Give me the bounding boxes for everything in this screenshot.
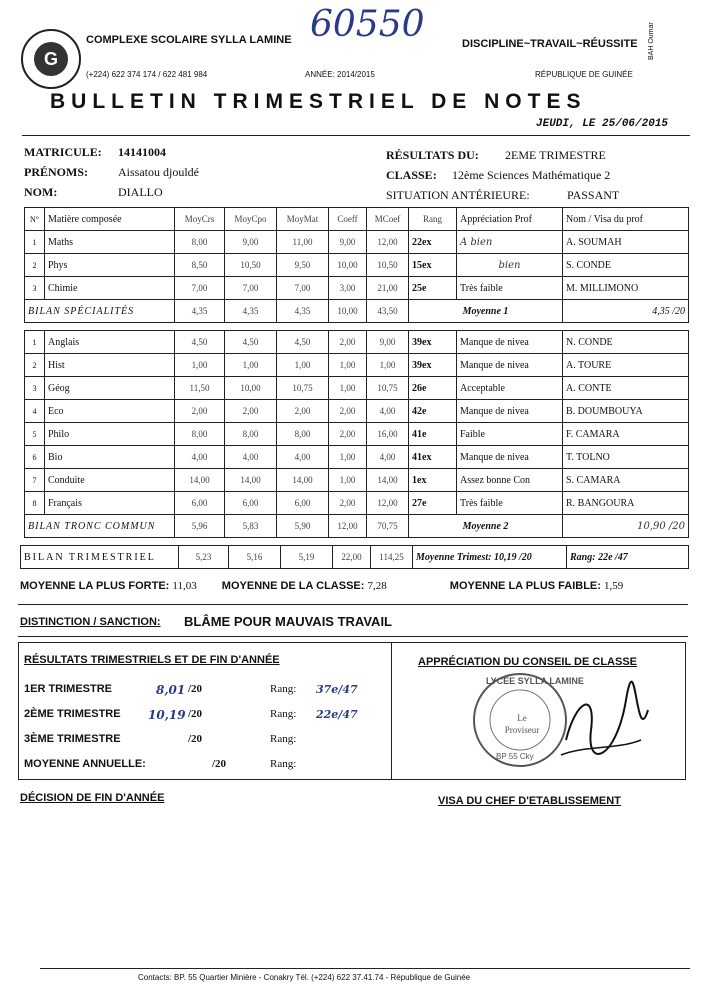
- subject-name: Français: [45, 492, 175, 515]
- moyenne-classe-label: MOYENNE DE LA CLASSE:: [221, 580, 365, 592]
- moymat-cell: 1,00: [277, 354, 329, 377]
- handwritten-number: 60550: [310, 4, 425, 45]
- subject-name: Conduite: [45, 469, 175, 492]
- page-title: BULLETIN TRIMESTRIEL DE NOTES: [50, 90, 587, 113]
- rang-trimest-value: 22e /47: [598, 551, 628, 563]
- moyenne-trimest: [413, 546, 567, 569]
- moycrs-cell: 4,00: [175, 446, 225, 469]
- moycpo-cell: 6,00: [225, 492, 277, 515]
- result-row-4: [24, 758, 374, 776]
- rank-cell: 39ex: [409, 331, 457, 354]
- mcoef-cell: 16,00: [367, 423, 409, 446]
- nom-label: NOM:: [24, 185, 58, 199]
- moymat-cell: 11,00: [277, 231, 329, 254]
- moymat-cell: 10,75: [277, 377, 329, 400]
- appreciation-cell: Manque de nivea: [457, 331, 563, 354]
- teacher-cell: A. CONTE: [563, 377, 689, 400]
- mcoef-cell: 12,00: [367, 492, 409, 515]
- moycpo-cell: 10,50: [225, 254, 277, 277]
- moycrs-cell: 8,00: [175, 231, 225, 254]
- appreciation-cell: Faible: [457, 423, 563, 446]
- moyenne-faible-value: 1,59: [604, 580, 624, 592]
- classe-label: CLASSE:: [386, 168, 437, 182]
- moyenne-forte-value: 11,03: [172, 580, 197, 592]
- grades-table-specialites: [24, 207, 689, 323]
- moycpo-cell: 2,00: [225, 400, 277, 423]
- moymat-cell: 4,50: [277, 331, 329, 354]
- moycpo-cell: 10,00: [225, 377, 277, 400]
- situation-value: PASSANT: [567, 188, 620, 202]
- moycpo-cell: 7,00: [225, 277, 277, 300]
- mcoef-cell: 21,00: [367, 277, 409, 300]
- moycrs-cell: 5,23: [179, 546, 229, 569]
- signature: [556, 680, 656, 770]
- moyenne-value: 4,35 /20: [563, 300, 689, 323]
- rang-trimest: [567, 546, 689, 569]
- result-rang: 37e/47: [316, 683, 358, 696]
- rank-cell: 41ex: [409, 446, 457, 469]
- result-label: 1ER TRIMESTRE: [24, 683, 113, 695]
- result-rang-label: Rang:: [270, 758, 297, 770]
- result-rang: 22e/47: [316, 708, 358, 721]
- rank-cell: 26e: [409, 377, 457, 400]
- moycpo-cell: 4,00: [225, 446, 277, 469]
- moyenne-trimest-label: Moyenne Trimest:: [416, 551, 492, 563]
- table-row: [25, 354, 689, 377]
- rang-trimest-label: Rang:: [570, 551, 596, 563]
- title-rule: [22, 135, 690, 136]
- bilan-trimestriel-row: [21, 546, 689, 569]
- header-matiere: Matière composée: [45, 208, 175, 231]
- moyenne-faible-label: MOYENNE LA PLUS FAIBLE:: [449, 580, 601, 592]
- result-label: 3ÈME TRIMESTRE: [24, 733, 121, 745]
- school-logo: [20, 28, 82, 90]
- moycrs-cell: 7,00: [175, 277, 225, 300]
- visa-label: VISA DU CHEF D'ETABLISSEMENT: [438, 795, 621, 807]
- moycpo-cell: 14,00: [225, 469, 277, 492]
- mcoef-cell: 4,00: [367, 446, 409, 469]
- country-name: RÉPUBLIQUE DE GUINÉE: [535, 70, 633, 79]
- table-row: [25, 331, 689, 354]
- row-number: 6: [25, 446, 45, 469]
- coeff-cell: 2,00: [329, 423, 367, 446]
- result-suffix: /20: [212, 758, 227, 770]
- moycrs-cell: 2,00: [175, 400, 225, 423]
- coeff-cell: 2,00: [329, 492, 367, 515]
- mcoef-cell: 70,75: [367, 515, 409, 538]
- results-title: RÉSULTATS TRIMESTRIELS ET DE FIN D'ANNÉE: [24, 654, 280, 666]
- coeff-cell: 1,00: [329, 469, 367, 492]
- rank-cell: 41e: [409, 423, 457, 446]
- table-header-row: [25, 208, 689, 231]
- table-row: [25, 446, 689, 469]
- appreciation-cell: Manque de nivea: [457, 400, 563, 423]
- svg-text:G: G: [43, 49, 59, 69]
- stamp-text: LYCÉE SYLLA LAMINE: [486, 676, 584, 686]
- stamp-bottom: BP 55 Cky: [496, 752, 534, 761]
- row-number: 1: [25, 231, 45, 254]
- bilan-label: BILAN TRIMESTRIEL: [21, 546, 179, 569]
- subject-name: Géog: [45, 377, 175, 400]
- moycpo-cell: 8,00: [225, 423, 277, 446]
- moymat-cell: 4,35: [277, 300, 329, 323]
- bilan-label: BILAN SPÉCIALITÉS: [25, 300, 175, 323]
- result-label: 2ÈME TRIMESTRE: [24, 708, 121, 720]
- subject-name: Maths: [45, 231, 175, 254]
- moycrs-cell: 1,00: [175, 354, 225, 377]
- mcoef-cell: 4,00: [367, 400, 409, 423]
- decision-label: DÉCISION DE FIN D'ANNÉE: [20, 792, 165, 804]
- result-row-1: [24, 683, 374, 701]
- subject-name: Phys: [45, 254, 175, 277]
- document-date: JEUDI, LE 25/06/2015: [536, 118, 669, 130]
- coeff-cell: 2,00: [329, 400, 367, 423]
- bilan-specialites-row: [25, 300, 689, 323]
- teacher-cell: R. BANGOURA: [563, 492, 689, 515]
- mcoef-cell: 9,00: [367, 331, 409, 354]
- moycrs-cell: 5,96: [175, 515, 225, 538]
- school-motto: DISCIPLINE~TRAVAIL~RÉUSSITE: [462, 38, 638, 50]
- coeff-cell: 12,00: [329, 515, 367, 538]
- header-coeff: Coeff: [329, 208, 367, 231]
- row-number: 4: [25, 400, 45, 423]
- moymat-cell: 14,00: [277, 469, 329, 492]
- moycrs-cell: 6,00: [175, 492, 225, 515]
- result-suffix: /20: [188, 708, 203, 720]
- moycpo-cell: 1,00: [225, 354, 277, 377]
- rank-cell: 42e: [409, 400, 457, 423]
- rank-cell: 27e: [409, 492, 457, 515]
- stamp-center: Le Proviseur: [504, 713, 540, 735]
- distinction-label: DISTINCTION / SANCTION:: [20, 616, 161, 628]
- coeff-cell: 9,00: [329, 231, 367, 254]
- mcoef-cell: 14,00: [367, 469, 409, 492]
- coeff-cell: 22,00: [333, 546, 371, 569]
- moymat-cell: 5,19: [281, 546, 333, 569]
- appreciation-cell: Très faible: [457, 492, 563, 515]
- appreciation-cell: A bien: [457, 231, 563, 254]
- result-row-2: [24, 708, 374, 726]
- teacher-cell: F. CAMARA: [563, 423, 689, 446]
- moymat-cell: 4,00: [277, 446, 329, 469]
- conseil-title: APPRÉCIATION DU CONSEIL DE CLASSE: [418, 656, 638, 668]
- result-label: MOYENNE ANNUELLE:: [24, 758, 146, 770]
- distinction-value: BLÂME POUR MAUVAIS TRAVAIL: [184, 614, 392, 629]
- coeff-cell: 1,00: [329, 354, 367, 377]
- moyenne-label: Moyenne 1: [409, 300, 563, 323]
- matricule-label: MATRICULE:: [24, 145, 102, 159]
- rank-cell: 1ex: [409, 469, 457, 492]
- moyenne-forte-label: MOYENNE LA PLUS FORTE:: [20, 580, 170, 592]
- moycrs-cell: 14,00: [175, 469, 225, 492]
- resultats-value: 2EME TRIMESTRE: [505, 148, 606, 162]
- result-rang-label: Rang:: [270, 708, 297, 720]
- table-row: [25, 423, 689, 446]
- teacher-cell: A. SOUMAH: [563, 231, 689, 254]
- moyenne-value: 10,90 /20: [563, 515, 689, 538]
- rank-cell: 22ex: [409, 231, 457, 254]
- coeff-cell: 3,00: [329, 277, 367, 300]
- mcoef-cell: 43,50: [367, 300, 409, 323]
- moyenne-label: Moyenne 2: [409, 515, 563, 538]
- school-year: ANNÉE: 2014/2015: [305, 70, 375, 79]
- row-number: 1: [25, 331, 45, 354]
- header-appreciation: Appréciation Prof: [457, 208, 563, 231]
- moycpo-cell: 4,50: [225, 331, 277, 354]
- appreciation-cell: bien: [457, 254, 563, 277]
- rank-cell: 15ex: [409, 254, 457, 277]
- teacher-cell: S. CONDE: [563, 254, 689, 277]
- side-note: BAH Oumar: [648, 22, 655, 60]
- results-divider: [391, 643, 392, 779]
- coeff-cell: 1,00: [329, 377, 367, 400]
- teacher-cell: S. CAMARA: [563, 469, 689, 492]
- footer-rule: [40, 968, 690, 969]
- teacher-cell: A. TOURE: [563, 354, 689, 377]
- moyenne-classe-value: 7,28: [367, 580, 387, 592]
- subject-name: Bio: [45, 446, 175, 469]
- mcoef-cell: 1,00: [367, 354, 409, 377]
- moymat-cell: 8,00: [277, 423, 329, 446]
- table-row: [25, 492, 689, 515]
- moycpo-cell: 9,00: [225, 231, 277, 254]
- header-mcoef: MCoef: [367, 208, 409, 231]
- result-row-3: [24, 733, 374, 751]
- teacher-cell: N. CONDE: [563, 331, 689, 354]
- moycrs-cell: 4,35: [175, 300, 225, 323]
- teacher-cell: B. DOUMBOUYA: [563, 400, 689, 423]
- bilan-label: BILAN TRONC COMMUN: [25, 515, 175, 538]
- subject-name: Chimie: [45, 277, 175, 300]
- result-suffix: /20: [188, 733, 203, 745]
- row-number: 3: [25, 377, 45, 400]
- moycpo-cell: 5,16: [229, 546, 281, 569]
- coeff-cell: 10,00: [329, 300, 367, 323]
- result-suffix: /20: [188, 683, 203, 695]
- moycrs-cell: 8,50: [175, 254, 225, 277]
- prenoms-value: Aissatou djouldé: [118, 165, 199, 179]
- row-number: 2: [25, 254, 45, 277]
- mcoef-cell: 12,00: [367, 231, 409, 254]
- teacher-cell: T. TOLNO: [563, 446, 689, 469]
- row-number: 8: [25, 492, 45, 515]
- result-rang-label: Rang:: [270, 733, 297, 745]
- teacher-cell: M. MILLIMONO: [563, 277, 689, 300]
- moycrs-cell: 4,50: [175, 331, 225, 354]
- coeff-cell: 1,00: [329, 446, 367, 469]
- header-rang: Rang: [409, 208, 457, 231]
- coeff-cell: 2,00: [329, 331, 367, 354]
- moycrs-cell: 8,00: [175, 423, 225, 446]
- mcoef-cell: 10,50: [367, 254, 409, 277]
- table-row: [25, 231, 689, 254]
- rank-cell: 25e: [409, 277, 457, 300]
- classe-value: 12ème Sciences Mathématique 2: [452, 168, 611, 182]
- moycrs-cell: 11,50: [175, 377, 225, 400]
- stats-line: [20, 580, 688, 592]
- moycpo-cell: 4,35: [225, 300, 277, 323]
- appreciation-cell: Très faible: [457, 277, 563, 300]
- nom-value: DIALLO: [118, 185, 163, 199]
- table-row: [25, 469, 689, 492]
- school-phone: (+224) 622 374 174 / 622 481 984: [86, 70, 208, 79]
- result-note: 10,19: [148, 708, 186, 722]
- grades-table-tronc-commun: [24, 330, 689, 538]
- row-number: 2: [25, 354, 45, 377]
- footer-contacts: Contacts: BP. 55 Quartier Minière - Conakry Tél. (+224) 622 37.41.74 - République de Guinée: [138, 973, 471, 982]
- bilan-trimestriel-table: [20, 545, 689, 569]
- subject-name: Anglais: [45, 331, 175, 354]
- moymat-cell: 2,00: [277, 400, 329, 423]
- resultats-label: RÉSULTATS DU:: [386, 148, 479, 162]
- distinction-rule: [18, 636, 688, 637]
- moycpo-cell: 5,83: [225, 515, 277, 538]
- moymat-cell: 9,50: [277, 254, 329, 277]
- result-note: 8,01: [156, 683, 186, 697]
- appreciation-cell: Acceptable: [457, 377, 563, 400]
- header-n: N°: [25, 208, 45, 231]
- prenoms-label: PRÉNOMS:: [24, 165, 88, 179]
- matricule-value: 14141004: [118, 145, 166, 159]
- subject-name: Philo: [45, 423, 175, 446]
- stats-rule: [18, 604, 688, 605]
- header-prof: Nom / Visa du prof: [563, 208, 689, 231]
- row-number: 5: [25, 423, 45, 446]
- moymat-cell: 7,00: [277, 277, 329, 300]
- row-number: 3: [25, 277, 45, 300]
- coeff-cell: 10,00: [329, 254, 367, 277]
- appreciation-cell: Assez bonne Con: [457, 469, 563, 492]
- rank-cell: 39ex: [409, 354, 457, 377]
- appreciation-cell: Manque de nivea: [457, 446, 563, 469]
- subject-name: Eco: [45, 400, 175, 423]
- table-row: [25, 254, 689, 277]
- bilan-tronc-row: [25, 515, 689, 538]
- mcoef-cell: 114,25: [371, 546, 413, 569]
- school-name: COMPLEXE SCOLAIRE SYLLA LAMINE: [86, 34, 292, 46]
- table-row: [25, 400, 689, 423]
- mcoef-cell: 10,75: [367, 377, 409, 400]
- moymat-cell: 5,90: [277, 515, 329, 538]
- header-moymat: MoyMat: [277, 208, 329, 231]
- situation-label: SITUATION ANTÉRIEURE:: [386, 188, 530, 202]
- header-moycrs: MoyCrs: [175, 208, 225, 231]
- moyenne-trimest-value: 10,19 /20: [493, 551, 532, 563]
- header-moycpo: MoyCpo: [225, 208, 277, 231]
- result-rang-label: Rang:: [270, 683, 297, 695]
- row-number: 7: [25, 469, 45, 492]
- moymat-cell: 6,00: [277, 492, 329, 515]
- table-row: [25, 277, 689, 300]
- subject-name: Hist: [45, 354, 175, 377]
- table-row: [25, 377, 689, 400]
- appreciation-cell: Manque de nivea: [457, 354, 563, 377]
